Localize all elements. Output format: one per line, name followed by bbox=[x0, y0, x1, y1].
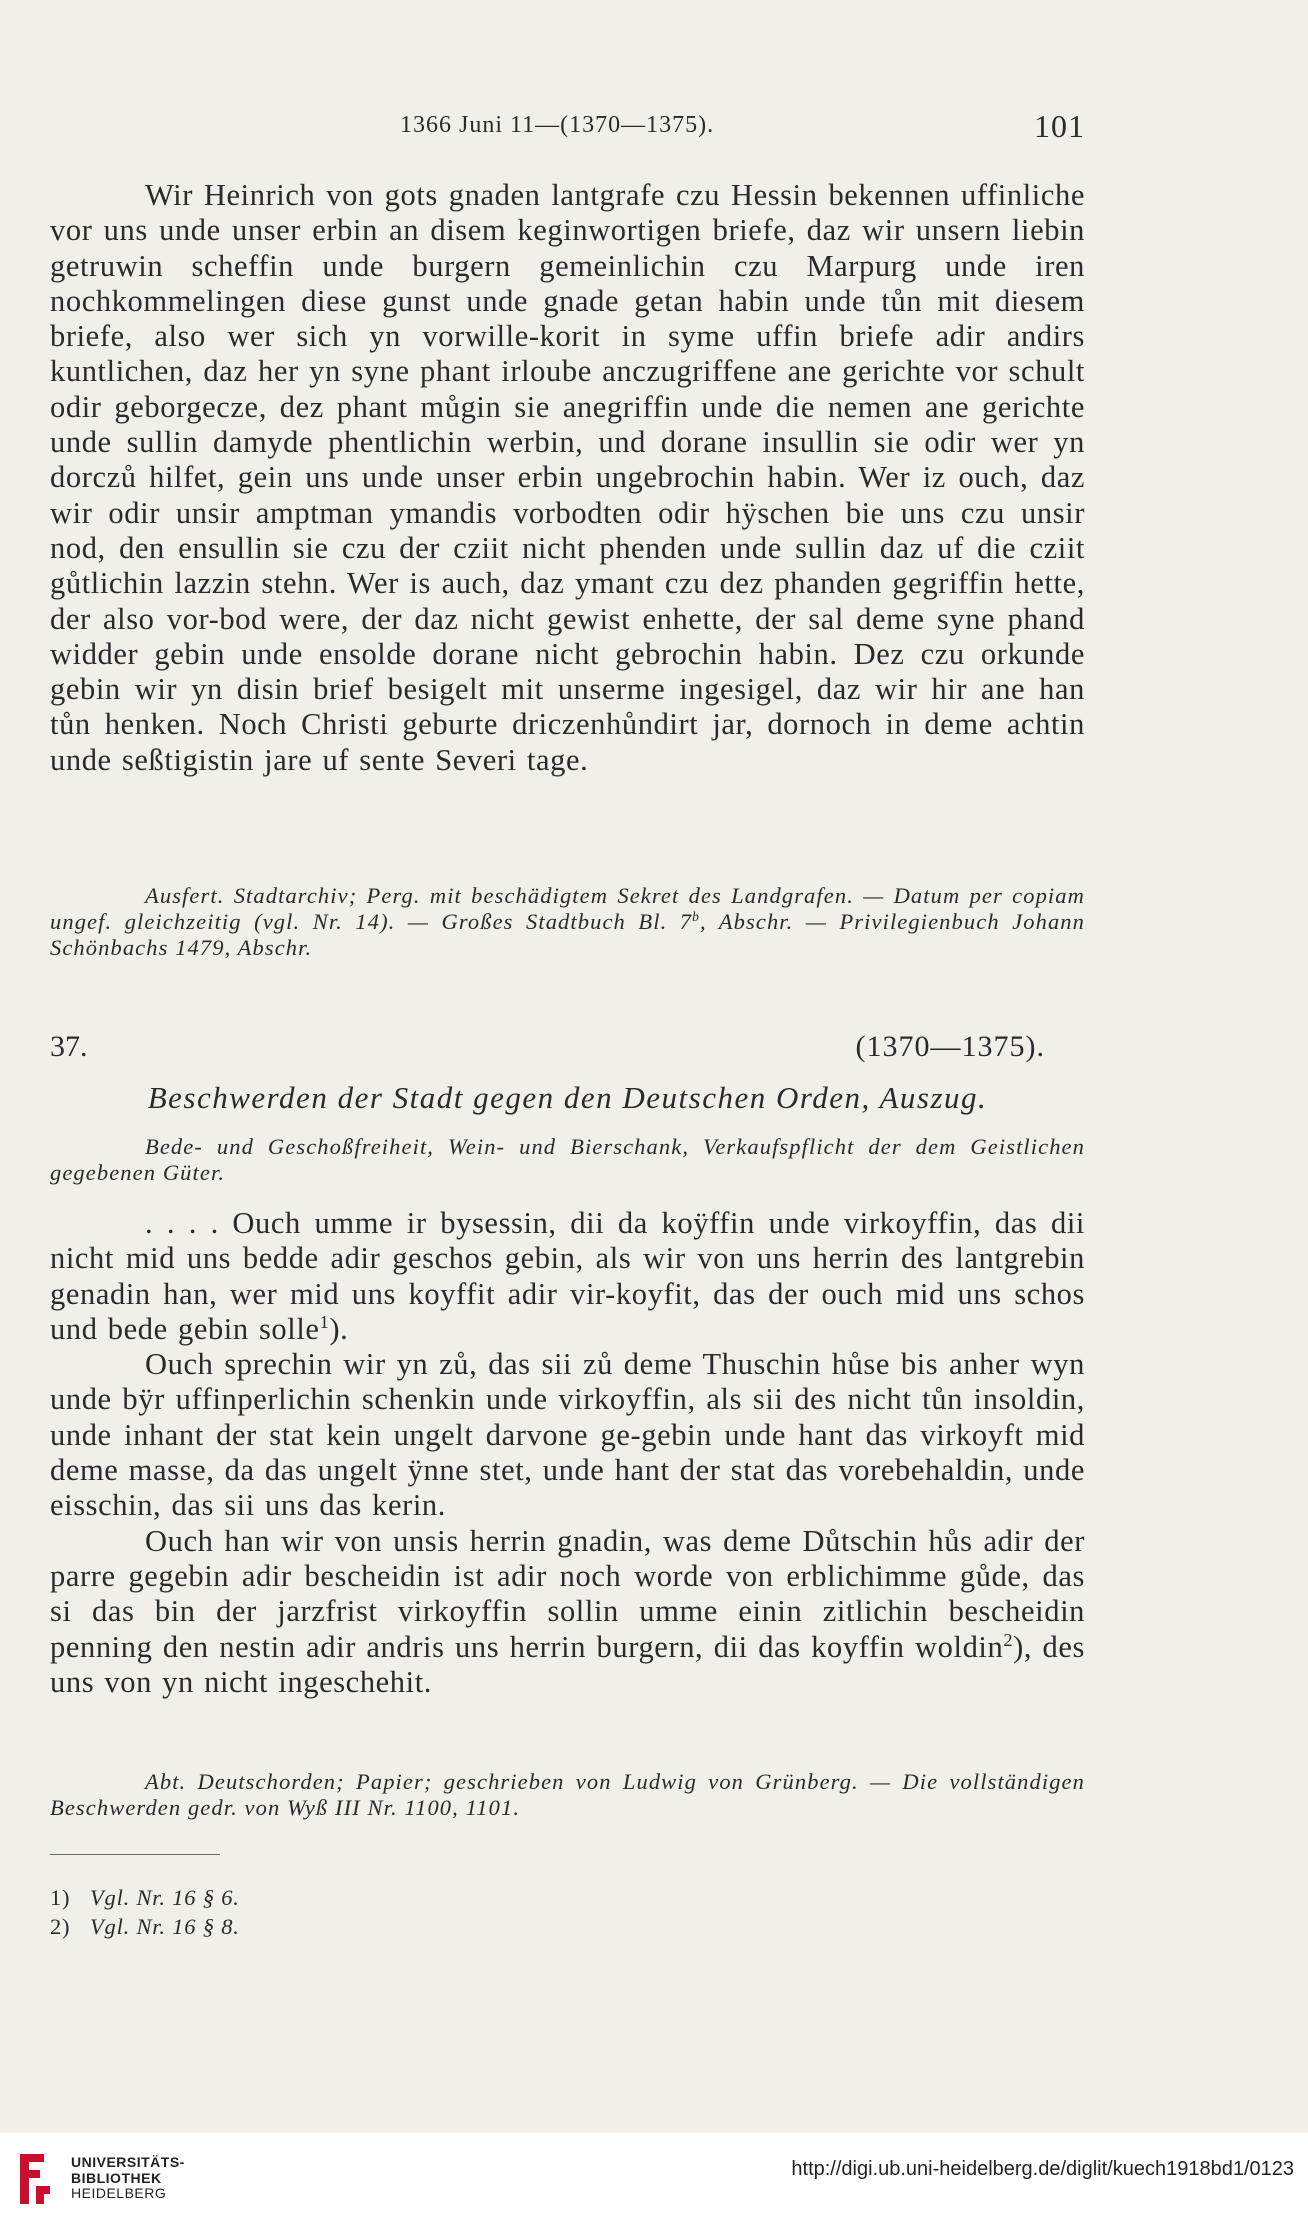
footnote-1: 1) Vgl. Nr. 16 § 6. bbox=[50, 1885, 240, 1910]
footnote-2: 2) Vgl. Nr. 16 § 8. bbox=[50, 1914, 240, 1939]
paragraph-2: Ouch sprechin wir yn zů, das sii zů deme Thuschin hůse bis anher wyn unde bÿr uffinperlichin schenkin unde virkoyffin, als sii des nicht tůn insoldin, unde inhant der stat kein ungelt darvone ge-gebin unde hant das virkoyft mid deme masse, da das ungelt ÿnne stet, unde hant der stat das vorebehaldin, unde eisschin, das sii uns das kerin. bbox=[50, 1347, 1085, 1523]
library-name: UNIVERSITÄTS- BIBLIOTHEK HEIDELBERG bbox=[71, 2154, 185, 2201]
document-date: (1370—1375). bbox=[855, 1030, 1045, 1063]
document-37-title: Beschwerden der Stadt gegen den Deutschen Orden, Auszug. bbox=[147, 1080, 988, 1115]
paragraph-1: . . . . Ouch umme ir bysessin, dii da koÿffin unde virkoyffin, das dii nicht mid uns bedde adir geschos gebin, als wir von uns herrin des lantgrebin genadin han, wer mid uns koyffit adir vir-koyfit, das der ouch mid uns schos und bede gebin solle$^1$). bbox=[50, 1206, 1085, 1346]
document-37-text bbox=[50, 1206, 1085, 1700]
document-number: 37. bbox=[50, 1030, 88, 1063]
source-url-link[interactable]: http://digi.ub.uni-heidelberg.de/diglit/kuech1918bd1/0123 bbox=[791, 2158, 1294, 2180]
document-37-subject: Bede- und Geschoßfreiheit, Wein- und Bierschank, Verkaufspflicht der dem Geistlichen gegebenen Güter. bbox=[50, 1134, 1085, 1185]
library-logo-icon bbox=[14, 2150, 56, 2208]
footnote-ref-2: 2 bbox=[1003, 1629, 1014, 1650]
footnote-ref-1: 1 bbox=[319, 1311, 330, 1332]
footer-bar bbox=[0, 2133, 1308, 2225]
paragraph-3: Ouch han wir von unsis herrin gnadin, was deme Důtschin hůs adir der parre gegebin adir bescheidin ist adir noch worde von erblichimme gůde, das si das bin der jarzfrist virkoyffin sollin umme einin zitlichin bescheidin penning den nestin adir andris uns herrin burgern, dii das koyffin woldin$^2$), des uns von yn nicht ingeschehit. bbox=[50, 1523, 1085, 1699]
running-title: 1366 Juni 11—(1370—1375). bbox=[400, 112, 715, 138]
document-37-source-note: Abt. Deutschorden; Papier; geschrieben von Ludwig von Grünberg. — Die vollständigen Beschwerden gedr. von Wyß III Nr. 1100, 1101. bbox=[50, 1769, 1085, 1820]
document-36-source-note: Ausfert. Stadtarchiv; Perg. mit beschädigtem Sekret des Landgrafen. — Datum per copiam ungef. gleichzeitig (vgl. Nr. 14). — Großes Stadtbuch Bl. 7$^b$, Abschr. — Privilegienbuch Johann Schönbachs 1479, Abschr. bbox=[50, 883, 1085, 960]
footnote-divider bbox=[50, 1854, 220, 1855]
page-number: 101 bbox=[1034, 108, 1085, 144]
document-36-text: Wir Heinrich von gots gnaden lantgrafe czu Hessin bekennen uffinliche vor uns unde unser erbin an disem keginwortigen briefe, daz wir unsern liebin getruwin scheffin unde burgern gemeinlichin czu Marpurg unde iren nochkommelingen diese gunst unde gnade getan habin unde tůn mit diesem briefe, also wer sich yn vorwille-korit in syme uffin briefe adir andirs kuntlichen, daz her yn syne phant irloube anczugriffene ane gerichte vor schult odir geborgecze, dez phant můgin sie anegriffin unde die nemen ane gerichte unde sullin damyde phentlichin werbin, und dorane insullin sie odir wer yn dorczů hilfet, gein uns unde unser erbin ungebrochin habin. Wer iz ouch, daz wir odir unsir amptman ymandis vorbodten odir hÿschen bie uns czu unsir nod, den ensullin sie czu der cziit nicht phenden unde sullin daz uf die cziit gůtlichin lazzin stehn. Wer is auch, daz ymant czu dez phanden gegriffin hette, der also vor-bod were, der daz nicht gewist enhette, der sal deme syne phand widder gebin unde ensolde dorane nicht gebrochin habin. Dez czu orkunde gebin wir yn disin brief besigelt mit unserme ingesigel, daz wir hir ane han tůn henken. Noch Christi geburte driczenhůndirt jar, dornoch in deme achtin unde seßtigistin jare uf sente Severi tage. bbox=[50, 178, 1085, 777]
